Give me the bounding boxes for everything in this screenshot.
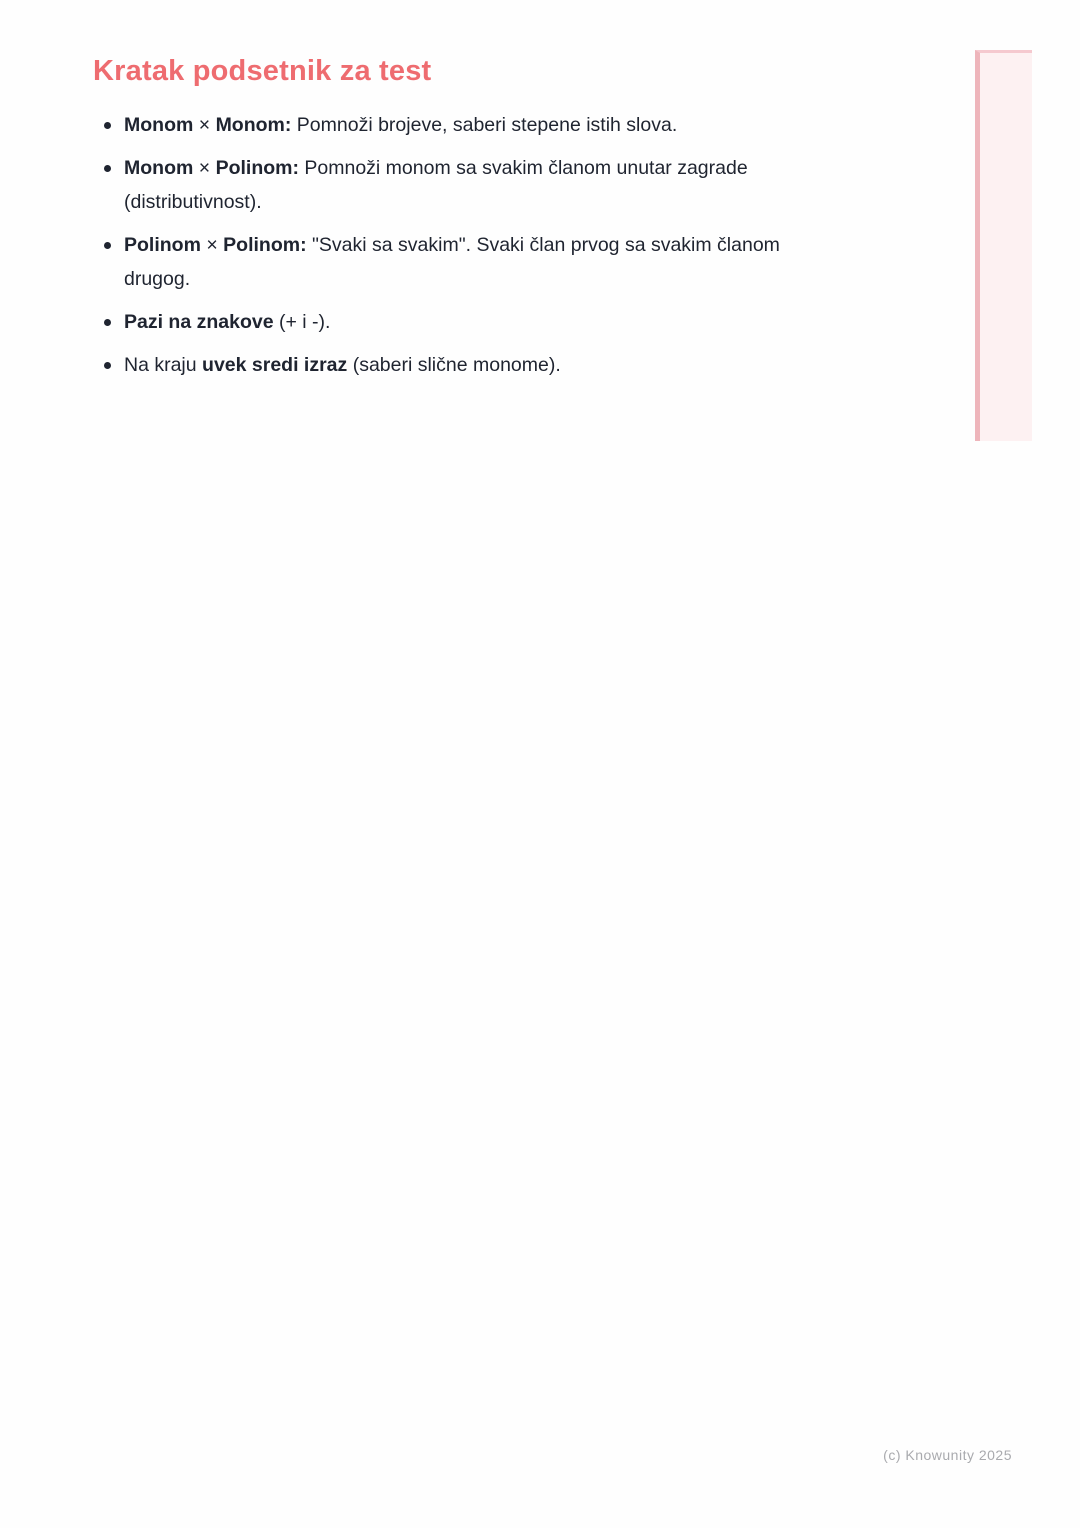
footer-copyright: (c) Knowunity 2025 <box>883 1447 1012 1463</box>
list-item <box>93 151 973 219</box>
list-item <box>93 348 973 382</box>
bullet-dot-icon <box>104 362 111 369</box>
bullet-dot-icon <box>104 165 111 172</box>
bullet-dot-icon <box>104 122 111 129</box>
list-item-text: Polinom × Polinom: "Svaki sa svakim". Svaki član prvog sa svakim članom drugog. <box>124 234 780 290</box>
list-item <box>93 108 973 142</box>
list-item-text: Pazi na znakove (+ i -). <box>124 311 331 333</box>
list-item-text: Monom × Polinom: Pomnoži monom sa svakim članom unutar zagrade (distributivnost). <box>124 157 748 213</box>
document-body <box>0 0 1080 382</box>
page-edge-highlight-bar <box>975 50 1032 441</box>
list-item <box>93 228 973 296</box>
list-item <box>93 305 973 339</box>
bullet-dot-icon <box>104 242 111 249</box>
bullet-dot-icon <box>104 319 111 326</box>
list-item-text: Na kraju uvek sredi izraz (saberi slične monome). <box>124 354 561 376</box>
page-title: Kratak podsetnik za test <box>93 55 432 87</box>
reminder-list <box>93 108 973 382</box>
list-item-text: Monom × Monom: Pomnoži brojeve, saberi stepene istih slova. <box>124 114 678 136</box>
